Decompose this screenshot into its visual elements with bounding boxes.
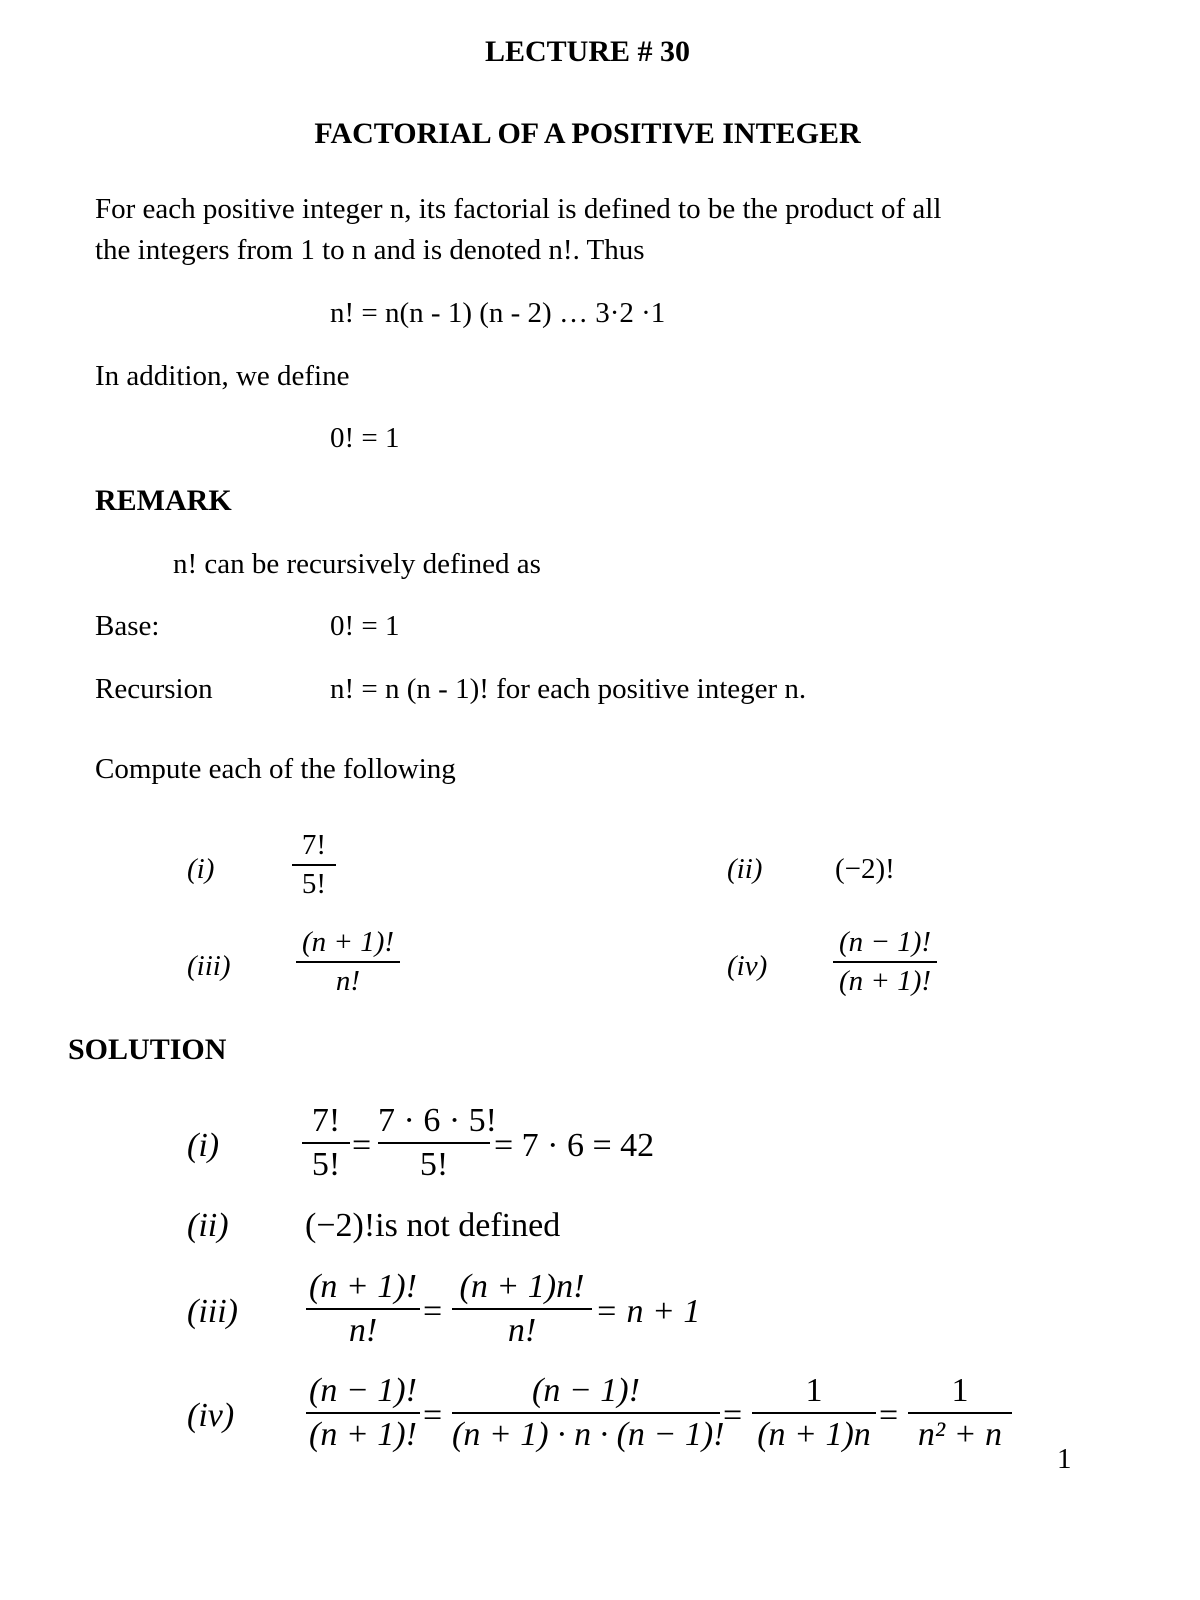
- fraction-numerator: 7!: [301, 829, 327, 861]
- fraction-denominator: n!: [507, 1312, 537, 1349]
- fraction-bar: [752, 1412, 876, 1414]
- solution-iii-fraction-1: [306, 1268, 420, 1350]
- fraction-numerator: 7!: [311, 1102, 341, 1139]
- topic-title: FACTORIAL OF A POSITIVE INTEGER: [314, 117, 861, 150]
- exercise-prompt: Compute each of the following: [95, 753, 456, 785]
- fraction-bar: [378, 1142, 490, 1144]
- fraction-denominator: (n + 1)!: [838, 965, 932, 997]
- exercise-fraction-iv: [833, 926, 937, 998]
- lecture-title: LECTURE # 30: [484, 35, 691, 68]
- solution-iii-result: = n + 1: [595, 1293, 701, 1330]
- base-label: Base:: [95, 610, 160, 642]
- exercise-label-iii: (iii): [187, 950, 231, 982]
- page-number: 1: [1057, 1443, 1072, 1475]
- intro-line-2: the integers from 1 to n and is denoted n!. Thus: [95, 234, 645, 266]
- solution-label-iii: (iii): [187, 1293, 238, 1330]
- fraction-denominator: 5!: [311, 1146, 341, 1183]
- equals-sign: =: [423, 1397, 443, 1434]
- equals-sign: =: [423, 1293, 443, 1330]
- solution-i-result: = 7 · 6 = 42: [494, 1127, 655, 1164]
- solution-label-iv: (iv): [187, 1397, 235, 1434]
- fraction-bar: [296, 961, 400, 963]
- fraction-denominator: 5!: [419, 1146, 449, 1183]
- remark-text: n! can be recursively defined as: [173, 548, 541, 580]
- fraction-numerator: (n − 1)!: [309, 1372, 417, 1409]
- fraction-bar: [833, 961, 937, 963]
- solution-label-i: (i): [187, 1127, 220, 1164]
- fraction-numerator: 1: [951, 1372, 969, 1409]
- zero-factorial-def: 0! = 1: [330, 422, 400, 454]
- fraction-denominator: (n + 1)n: [757, 1416, 871, 1453]
- fraction-numerator: 7 · 6 · 5!: [378, 1102, 497, 1139]
- base-formula: 0! = 1: [330, 610, 400, 642]
- recursion-formula: n! = n (n - 1)! for each positive integer n.: [330, 673, 807, 705]
- factorial-formula: n! = n(n - 1) (n - 2) … 3·2 ·1: [330, 297, 666, 329]
- fraction-numerator: (n + 1)!: [301, 926, 395, 958]
- equals-sign: =: [352, 1127, 372, 1164]
- solution-iv-fraction-3: [752, 1372, 876, 1454]
- equals-sign: =: [723, 1397, 743, 1434]
- fraction-numerator: (n − 1)!: [838, 926, 932, 958]
- exercise-fraction-iii: [296, 926, 400, 998]
- solution-ii-text: (−2)!is not defined: [305, 1207, 561, 1244]
- fraction-denominator: (n + 1)!: [309, 1416, 417, 1453]
- fraction-denominator: n!: [335, 965, 361, 997]
- fraction-bar: [302, 1142, 350, 1144]
- solution-i-fraction-2: [378, 1102, 497, 1184]
- fraction-numerator: (n − 1)!: [532, 1372, 640, 1409]
- fraction-numerator: 1: [805, 1372, 823, 1409]
- solution-iii-fraction-2: [452, 1268, 592, 1350]
- fraction-denominator: n!: [348, 1312, 378, 1349]
- solution-iv-fraction-4: [908, 1372, 1012, 1454]
- solution-iv-fraction-1: [306, 1372, 420, 1454]
- fraction-bar: [292, 864, 336, 866]
- fraction-bar: [908, 1412, 1012, 1414]
- exercise-label-i: (i): [187, 853, 215, 885]
- fraction-denominator: n² + n: [917, 1416, 1003, 1453]
- remark-heading: REMARK: [95, 484, 232, 517]
- solution-iv-fraction-2: [452, 1372, 725, 1454]
- solution-label-ii: (ii): [187, 1207, 229, 1244]
- solution-i-fraction-1: [302, 1102, 350, 1184]
- fraction-bar: [306, 1412, 420, 1414]
- exercise-fraction-i: [292, 829, 336, 901]
- solution-heading: SOLUTION: [68, 1033, 227, 1066]
- fraction-numerator: (n + 1)n!: [459, 1268, 585, 1305]
- fraction-denominator: (n + 1) · n · (n − 1)!: [452, 1416, 725, 1453]
- fraction-bar: [452, 1308, 592, 1310]
- exercise-label-ii: (ii): [727, 853, 763, 885]
- fraction-denominator: 5!: [301, 868, 327, 900]
- fraction-bar: [452, 1412, 720, 1414]
- fraction-bar: [306, 1308, 420, 1310]
- equals-sign: =: [879, 1397, 899, 1434]
- addition-text: In addition, we define: [95, 360, 350, 392]
- recursion-label: Recursion: [95, 673, 213, 705]
- fraction-numerator: (n + 1)!: [309, 1268, 417, 1305]
- exercise-expr-ii: (−2)!: [835, 853, 895, 885]
- intro-line-1: For each positive integer n, its factorial is defined to be the product of all: [95, 193, 942, 225]
- exercise-label-iv: (iv): [727, 950, 768, 982]
